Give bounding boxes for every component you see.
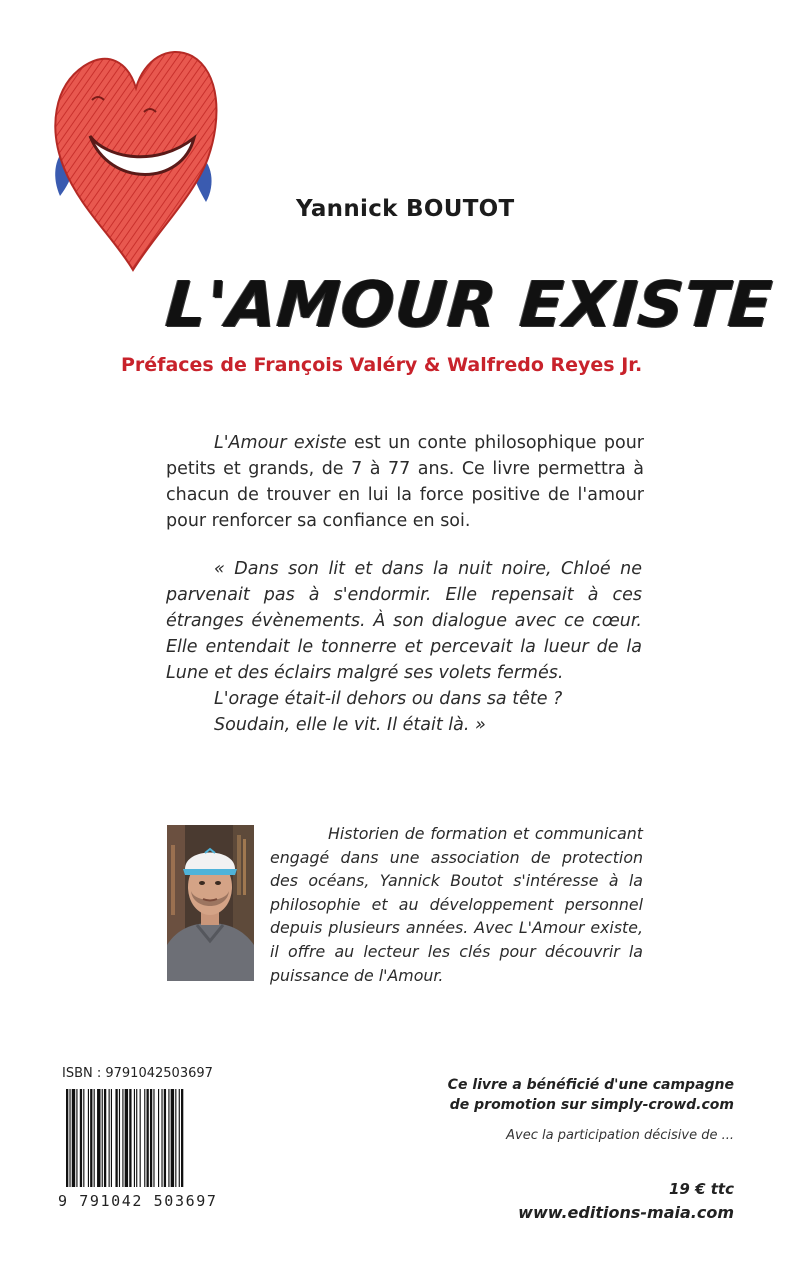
barcode-bar bbox=[144, 1089, 145, 1187]
author-bio-text: Historien de formation et communicant engagé dans une association de protection des océans, Yannick Boutot s'intéresse à la philosophie et au développement personnel depuis plusieurs années. Avec L'Amour existe, il offre au lecteur les clés pour découvrir la puissance de l'Amour. bbox=[270, 824, 643, 985]
price: 19 € ttc bbox=[669, 1180, 734, 1198]
quote-paragraph-1: « Dans son lit et dans la nuit noire, Chloé ne parvenait pas à s'endormir. Elle repensait à ces étranges évènements. À son dialogue avec ce cœur. Elle entendait le tonnerre et percevait la lueur de la Lune et des éclairs malgré ses volets fermés. bbox=[166, 559, 642, 683]
barcode-bar bbox=[88, 1089, 89, 1187]
barcode-bar bbox=[175, 1089, 176, 1187]
barcode-bar bbox=[76, 1089, 77, 1187]
barcode-bar bbox=[66, 1089, 68, 1187]
author-name: Yannick BOUTOT bbox=[296, 196, 515, 222]
barcode-bar bbox=[119, 1089, 120, 1187]
book-title: L'AMOUR EXISTE bbox=[163, 268, 776, 341]
barcode-bar bbox=[136, 1089, 137, 1187]
barcode-bar bbox=[102, 1089, 103, 1187]
barcode-bar bbox=[140, 1089, 141, 1187]
barcode-bar bbox=[161, 1089, 162, 1187]
barcode-bar bbox=[171, 1089, 174, 1187]
isbn-label: ISBN : 9791042503697 bbox=[62, 1066, 213, 1081]
barcode-bar bbox=[97, 1089, 100, 1187]
barcode-bar bbox=[125, 1089, 128, 1187]
barcode-bar bbox=[104, 1089, 106, 1187]
publisher-website[interactable]: www.editions-maia.com bbox=[518, 1203, 734, 1222]
barcode-bars bbox=[58, 1085, 228, 1190]
barcode-bar bbox=[129, 1089, 131, 1187]
barcode-bar bbox=[158, 1089, 159, 1187]
barcode-bar bbox=[179, 1089, 180, 1187]
barcode bbox=[58, 1085, 228, 1210]
intro-lead: L'Amour existe bbox=[214, 433, 347, 453]
barcode-digits: 9 791042 503697 bbox=[58, 1192, 218, 1210]
author-bio bbox=[270, 822, 643, 987]
barcode-bar bbox=[181, 1089, 183, 1187]
quote-paragraph-3: Soudain, elle le vit. Il était là. » bbox=[214, 715, 486, 735]
barcode-bar bbox=[69, 1089, 70, 1187]
barcode-bar bbox=[147, 1089, 149, 1187]
barcode-bar bbox=[122, 1089, 123, 1187]
intro-rest: est un conte philosophique pour petits et grands, de 7 à 77 ans. Ce livre permettra à chacun de trouver en lui la force positive de l'amour pour renforcer sa confiance en soi. bbox=[166, 433, 645, 531]
barcode-bar bbox=[168, 1089, 169, 1187]
author-photo bbox=[167, 825, 254, 981]
barcode-bar bbox=[83, 1089, 84, 1187]
barcode-bar bbox=[164, 1089, 166, 1187]
barcode-bar bbox=[153, 1089, 154, 1187]
prefaces-line: Préfaces de François Valéry & Walfredo Reyes Jr. bbox=[121, 354, 643, 376]
intro-paragraph bbox=[166, 430, 644, 534]
barcode-bar bbox=[90, 1089, 92, 1187]
barcode-bar bbox=[72, 1089, 75, 1187]
barcode-bar bbox=[134, 1089, 135, 1187]
participation-note: Avec la participation décisive de ... bbox=[506, 1128, 734, 1143]
barcode-bar bbox=[80, 1089, 82, 1187]
excerpt-quote bbox=[166, 556, 642, 738]
quote-paragraph-2: L'orage était-il dehors ou dans sa tête ? bbox=[214, 689, 563, 709]
barcode-bar bbox=[115, 1089, 117, 1187]
barcode-bar bbox=[109, 1089, 110, 1187]
barcode-bar bbox=[94, 1089, 95, 1187]
barcode-bar bbox=[150, 1089, 152, 1187]
campaign-note: Ce livre a bénéficié d'une campagne de promotion sur simply-crowd.com bbox=[447, 1077, 734, 1113]
barcode-bar bbox=[111, 1089, 112, 1187]
smiling-heart-drawing-icon bbox=[44, 38, 222, 274]
